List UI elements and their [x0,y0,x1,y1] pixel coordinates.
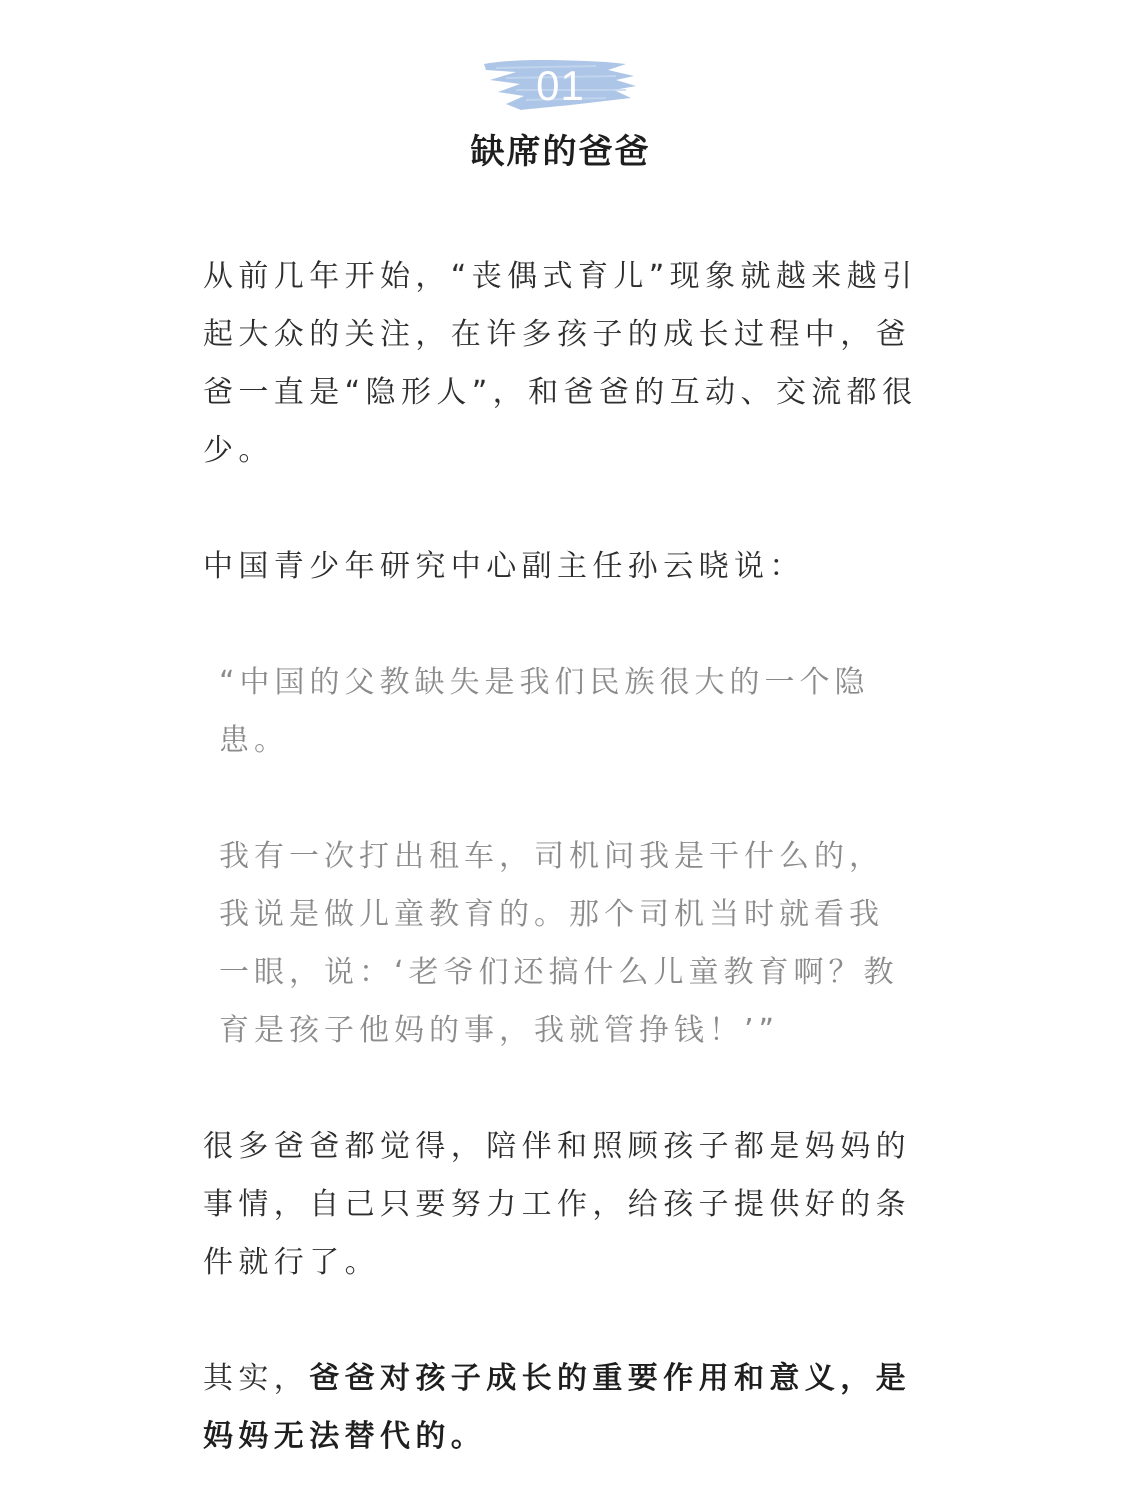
paragraph-source: 中国青少年研究中心副主任孙云晓说： [203,549,805,584]
section-title: 缺席的爸爸 [470,132,651,172]
section-number: 01 [536,62,585,109]
conclusion-lead: 其实， [203,1361,310,1396]
section-number-badge [476,50,646,120]
section-header [0,50,1121,172]
conclusion-emphasis: 爸爸对孩子成长的重要作用和意义，是妈妈无法替代的。 [203,1361,912,1454]
paragraph-intro: 从前几年开始，“丧偶式育儿”现象就越来越引起大众的关注，在许多孩子的成长过程中，爸爸一直是“隐形人”，和爸爸的互动、交流都很少。 [203,259,918,468]
quote-line-2: 我有一次打出租车，司机问我是干什么的，我说是做儿童教育的。那个司机当时就看我一眼，说：‘老爷们还搞什么儿童教育啊？教育是孩子他妈的事，我就管挣钱！’” [219,839,899,1048]
paragraph-opinion: 很多爸爸都觉得，陪伴和照顾孩子都是妈妈的事情，自己只要努力工作，给孩子提供好的条件就行了。 [203,1129,911,1280]
article-body [203,248,919,1466]
quote-line-1: “中国的父教缺失是我们民族很大的一个隐患。 [219,665,870,758]
paragraph-conclusion [203,1350,919,1466]
